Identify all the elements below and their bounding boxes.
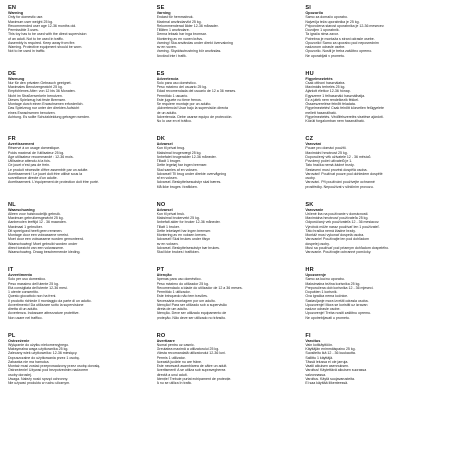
warning-line: Montering av en voksen kreves. <box>156 233 207 238</box>
warning-heading: Atenção <box>156 273 172 277</box>
warning-line: Nur für den privaten Gebrauch geeignet. <box>8 80 72 85</box>
warning-heading: Waarschuwing <box>8 207 35 212</box>
warning-line: Varoitus. Käytä suojavarusteita. <box>305 376 355 381</box>
warning-line: Această jucărie nu are frâne. <box>156 359 203 364</box>
warning-line: Maximaal 1 gebruiker. <box>8 224 43 229</box>
warning-line: Dieses Spielzeug hat feste Bremsen. <box>8 97 67 102</box>
warning-line: Das Spielzeug nur unter der direkten Aufsicht <box>8 106 80 111</box>
warning-line: Anbefalt alder for bruker 12-36 måneder. <box>156 220 221 225</box>
warning-heading: Avvertimento <box>8 273 33 277</box>
warning-line: Dit speelgoed heeft geen remmen. <box>8 228 63 233</box>
warning-line: Samo za domačo uporabo. <box>305 15 348 20</box>
warning-line: Se requiere montaje por un adulto. <box>156 102 212 107</box>
warning-line: Montáž musí vykonať dospelá osoba. <box>305 233 365 238</box>
warning-line: osoby. <box>305 176 316 181</box>
warning-heading: Avertissement <box>8 142 35 146</box>
warning-line: Montage door een volwassene vereist. <box>8 233 69 238</box>
warning-line: Età consigliata dell'utente 12-36 mesi. <box>8 285 68 290</box>
language-code: HU <box>305 70 314 77</box>
warning-line: Figyelmeztetés. Védőfelszerelés viselése ajánlott. <box>305 114 384 119</box>
warning-line: Maximális terhelés 25 kg. <box>305 85 346 90</box>
warning-line: Ajánlott életkor 12-36 hónap. <box>305 89 351 94</box>
warning-line: mellett használható. <box>305 110 337 115</box>
language-code: NO <box>156 201 166 208</box>
warning-line: Varning! Ska användas under direkt övervakning <box>156 40 233 45</box>
warning-line: Waarschuwing! Moet gebruikt worden onder <box>8 241 78 246</box>
warning-line: Sestavení musí provést dospělá osoba. <box>305 167 368 172</box>
warning-line: Varovanie. Používajte ochranné pomôcky. <box>305 250 372 255</box>
warning-line: direct toezicht van een volwassene. <box>8 245 64 250</box>
warning-line: Numai pentru uz casnic. <box>156 342 195 347</box>
warning-block-sk <box>305 201 446 267</box>
warning-line: Varovanie! Používajte len pod dohľadom <box>305 237 370 242</box>
warning-line: Tillatt 1 bruker. <box>156 224 180 229</box>
warning-heading: Warnung <box>8 76 25 81</box>
warning-heading: Varování <box>305 142 322 146</box>
warning-line: Peso máximo do utilizador 25 kg. <box>156 281 209 286</box>
warning-line: Maksimal brukervekt 25 kg. <box>156 216 200 221</box>
warning-line: Maximálna hmotnosť používateľa 25 kg. <box>305 216 369 221</box>
warning-line: Advarsel. Beskyttelsesudstyr skal bæres. <box>156 180 222 185</box>
warning-line: Povolený počet uživatelů je 1. <box>305 159 353 164</box>
warning-line: A nu se utiliza în trafic. <box>156 381 193 386</box>
language-code: RO <box>156 332 166 339</box>
warning-line: Potrebna je montaža s strani odrasle osebe. <box>305 36 375 41</box>
warning-column <box>157 4 298 450</box>
warning-block-en <box>8 4 149 70</box>
warning-block-fr <box>8 135 149 201</box>
warning-block-pt <box>157 266 298 332</box>
warning-block-hu <box>305 70 446 136</box>
warning-line: av en vuxen. <box>156 45 177 50</box>
warning-block-ro <box>157 332 298 398</box>
warning-line: dospelej osoby. <box>305 241 330 246</box>
warning-line: Dette leketøyet har ingen bremser. <box>156 228 212 233</box>
warning-line: Solo para uso doméstico. <box>156 80 197 85</box>
warning-block-no <box>157 201 298 267</box>
warning-line: Avertisment! A se utiliza sub supravegherea <box>156 368 226 373</box>
warning-line: Montering av en vuxen krävs. <box>156 36 203 41</box>
warning-line: Varování. Při používání používejte ochranné <box>305 180 375 185</box>
language-code: CZ <box>305 136 314 142</box>
warning-line: Âge utilisateur recommandé : 12-36 mois. <box>8 154 74 159</box>
language-code: PT <box>156 267 165 273</box>
warning-line: Avertissement. L'équipement de protection doit être porté. <box>8 180 99 185</box>
warning-line: Permis 1 utilizator. <box>156 355 186 360</box>
warning-line: valvonnassa. <box>305 372 327 377</box>
warning-line: Ce jouet n'est pas de frein. <box>8 163 51 168</box>
warning-block-hr <box>305 266 446 332</box>
warning-line: Upozorenje! Mora se koristiti uz izravan <box>305 302 368 307</box>
warning-line: Maksimalna težina korisnika 25 kg. <box>305 281 361 286</box>
warning-line: Montaż musi zostać przeprowadzony przez osobę dorosłą. <box>8 364 101 369</box>
warning-line: Achtung. Es sollte Schutzkleidung getragen werden. <box>8 114 91 119</box>
language-code: ES <box>156 70 165 77</box>
warning-heading: Advarsel <box>156 207 173 212</box>
warning-line: Atenção. Deve ser utilizado equipamento de <box>156 311 227 316</box>
warning-line: Only for domestic use. <box>8 15 44 20</box>
warning-line: Közúti forgalomban nem használható. <box>305 119 365 124</box>
warning-line: Doporučený věk uživatele 12 - 36 měsíců. <box>305 154 372 159</box>
warning-line: Opozorilo. Nositi je treba zaščitno opremo. <box>305 49 373 54</box>
warning-line: prostředky. Nepoužívat v silničním provozu. <box>305 184 374 189</box>
language-code: HR <box>305 267 314 273</box>
warning-block-pl <box>8 332 149 398</box>
warning-line: Peso máximo del usuario 25 kg. <box>156 85 208 90</box>
warning-heading: Varning <box>156 11 171 15</box>
language-code: DK <box>156 136 166 142</box>
warning-line: Tillåten 1 användare. <box>156 28 190 33</box>
language-code: SI <box>305 5 312 11</box>
language-code: NL <box>8 201 16 208</box>
warning-line: Tato hračka nemá žádné brzdy. <box>305 163 355 168</box>
warning-line: Samo za kućnu uporabu. <box>305 277 345 282</box>
warning-line: Figyelmeztetés! Csak felnőtt közvetlen felügyelete <box>305 106 384 111</box>
warning-line: Varning. Skyddsutrustning bör användas. <box>156 49 222 54</box>
language-code: EN <box>8 5 17 11</box>
warning-line: Pouze pro domácí použití. <box>305 146 347 151</box>
warning-line: Recomendado a idade do utilizador de 12 a 36 meses. <box>156 285 243 290</box>
warning-line: Skal samles af en voksen. <box>156 167 198 172</box>
warning-line: de un adulto. <box>156 110 178 115</box>
warning-line: Ta igrača nima zavor. <box>305 32 339 37</box>
warning-line: Kun til privat bruk. <box>156 211 186 216</box>
warning-line: Dopuszczalne do użytkowania przez 1 osobę. <box>8 355 80 360</box>
warning-line: Necessária montagem por um adulto. <box>156 298 216 303</box>
warning-line: Ne upotrebljavati u prometu. <box>305 315 350 320</box>
warning-line: Utilisateur attendu à la fois. <box>8 159 51 164</box>
warning-line: Priporočena starost uporabnika je 12-36 mesecev. <box>305 23 385 28</box>
warning-line: av en voksen. <box>156 241 179 246</box>
warning-line: surveillance directe d'un adulte. <box>8 176 58 181</box>
warning-line: Sastavljanje mora izvršiti odrasla osoba. <box>305 298 369 303</box>
warning-line: Permitido 1 utilizador. <box>156 290 191 295</box>
warning-line: Musí sa používať pod priamym dohľadom dospelého. <box>305 245 390 250</box>
warning-line: Egyszerre 1 felhasználó használhatja. <box>305 93 366 98</box>
warning-line: Este necesară asamblarea de către un adult. <box>156 364 228 369</box>
warning-line: Avvertenza. Indossare attrezzature protettive. <box>8 311 80 316</box>
warning-column <box>8 4 149 450</box>
warning-line: Denna leksak har inga bromsar. <box>156 32 207 37</box>
warning-line: Odporúčaný vek používateľa 12 - 36 mesiacov. <box>305 220 380 225</box>
warning-line: Använd inte i trafik. <box>156 53 187 58</box>
warning-block-es <box>157 70 298 136</box>
warning-line: Kun til privat brug. <box>156 146 186 151</box>
warning-line: Atenção! Para ser utilizado sob a supervisão <box>156 302 227 307</box>
warning-line: nadzorom odrasle osebe. <box>305 45 346 50</box>
warning-column <box>305 4 446 450</box>
warning-line: Vaatii aikuisen asennuksen. <box>305 364 350 369</box>
warning-line: Endast för hemmabruk. <box>156 15 194 20</box>
warning-line: nadzor odrasle osobe. <box>305 307 341 312</box>
warning-line: Moet door een volwassene worden gemonteerd. <box>8 237 84 242</box>
warning-line: Dopušten 1 korisnik. <box>305 290 338 295</box>
warning-heading: Upozorenje <box>305 273 327 277</box>
warning-line: Ova igračka nema kočnice. <box>305 294 349 299</box>
warning-line: Alleen voor huishoudelijk gebruik. <box>8 211 61 216</box>
warning-line: Advarsel! Skal brukes under tilsyn <box>156 237 211 242</box>
warning-line: Avertissement ! Le jouet doit être utilisé sous la <box>8 171 83 176</box>
warning-line: direta de um adulto. <box>156 307 189 312</box>
warning-heading: Varovanie <box>305 207 324 212</box>
warning-line: Maximum user weight 25 kg. <box>8 19 54 24</box>
warning-block-si <box>305 4 446 70</box>
warning-line: Dette legetøj har ingen bremser. <box>156 163 208 168</box>
warning-line: Ei saa käyttää liikenteessä. <box>305 381 349 386</box>
warning-heading: Advarsel <box>156 142 173 146</box>
warning-line: Non usare nel traffico. <box>8 315 43 320</box>
warning-line: Advarsel. Beskyttelsesutstyr bør brukes. <box>156 245 220 250</box>
warning-line: Permitido 1 usuario. <box>156 93 189 98</box>
warning-block-cz <box>305 135 446 201</box>
warning-line: Réservé à un usage domestique. <box>8 146 61 151</box>
warning-line: No lo use en el tráfico. <box>156 119 192 124</box>
warning-line: osoby dorosłej. <box>8 372 32 377</box>
warning-line: Určené iba na používanie v domácnosti. <box>305 211 369 216</box>
warning-heading: Advertencia <box>156 76 179 81</box>
warning-line: Upozorenje! Treba nositi zaštitnu opremu. <box>305 311 371 316</box>
warning-line: af en voksen. <box>156 176 178 181</box>
warning-heading: Warning <box>8 11 24 15</box>
warning-line: Peso massimo dell'utente 25 kg. <box>8 281 59 286</box>
warning-line: Varoitus! Käytettävä aikuisen suorassa <box>305 368 367 373</box>
language-code: DE <box>8 70 17 77</box>
warning-line: 1 utente consentito. <box>8 290 39 295</box>
warning-block-nl <box>8 201 149 267</box>
language-code: PL <box>8 332 16 339</box>
warning-line: Poids maximal de l'utilisateur 25 kg. <box>8 150 65 155</box>
warning-line: Apenas para uso doméstico. <box>156 277 202 282</box>
warning-line: Táto hračka nemá žiadne brzdy. <box>305 228 356 233</box>
warning-block-de <box>8 70 149 136</box>
warning-line: eines Erwachsenen benutzen. <box>8 110 56 115</box>
language-code: FR <box>8 136 16 142</box>
warning-line: Maksymalna waga użytkownika 25 kg. <box>8 347 69 352</box>
warning-line: Vain kotikäyttöön. <box>305 342 334 347</box>
warning-line: Not to be used in traffic. <box>8 49 46 54</box>
warning-line: Greutatea maximă a utilizatorului 25 kg. <box>156 347 220 352</box>
warning-line: Le produit nécessite d'être assemblé par un adulte. <box>8 167 89 172</box>
warning-heading: Opozorilo <box>305 11 324 15</box>
warning-line: Este brinquedo não tem travões. <box>156 294 208 299</box>
warning-line: Rekommenderad ålder 12-36 månader. <box>156 23 219 28</box>
warning-line: Wyłącznie do użytku niekomercyjnego. <box>8 342 70 347</box>
warning-line: directă a unui adult. <box>156 372 188 377</box>
warning-block-se <box>157 4 298 70</box>
warning-line: Il prodotto richiede il montaggio da parte di un adulto. <box>8 298 92 303</box>
warning-line: Varování! Používat pouze pod dohledem dospělé <box>305 171 383 176</box>
warning-line: Výrobok môže naraz používať len 1 používateľ. <box>305 224 380 229</box>
warning-line: Zabawka nie ma hamulca. <box>8 359 50 364</box>
warning-block-fi <box>305 332 446 398</box>
warning-line: Avvertimento! Da utilizzare sotto la supervisione <box>8 302 84 307</box>
warning-line: Advarsel! Til brug under direkte overvågning <box>156 171 227 176</box>
warning-line: Vârsta recomandată utilizatorului 12-36 luni. <box>156 351 226 356</box>
warning-line: Preporučena dob korisnika 12 - 36 mjeseci. <box>305 285 374 290</box>
language-code: IT <box>8 267 14 273</box>
warning-line: Tässä lelussa ei ole jarruja. <box>305 359 349 364</box>
language-code: FI <box>305 332 311 339</box>
warning-line: Warning. Protective equipment should be worn. <box>8 45 83 50</box>
warning-line: Ez a játék nem rendelkezik fékkel. <box>305 97 359 102</box>
warning-block-it <box>8 266 149 332</box>
language-code: SK <box>305 201 314 208</box>
warning-heading: Avertizare <box>156 338 175 343</box>
warning-line: Največja teža uporabnika je 25 kg. <box>305 19 360 24</box>
warning-line: Skal ikke brukes i trafikken. <box>156 250 200 255</box>
warning-line: Sallittu 1 käyttäjä. <box>305 355 334 360</box>
warning-line: Recommended user age 12-36 months old. <box>8 23 77 28</box>
warning-heading: Figyelmeztetés <box>305 76 333 81</box>
warning-line: proteção. Não deve ser utilizado no trânsito. <box>156 315 227 320</box>
warning-line: Maximum gebruikersgewicht 25 kg. <box>8 216 64 221</box>
warning-line: Zalecany wiek użytkownika: 12-36 miesięcy. <box>8 351 78 356</box>
warning-line: Anbefalet brugeralder 12-36 måneder. <box>156 154 217 159</box>
warning-line: Maximální hmotnost 25 kg. <box>305 150 348 155</box>
warning-line: Aanbevolen leeftijd 12 - 36 maanden. <box>8 220 67 225</box>
warning-block-dk <box>157 135 298 201</box>
warning-line: Montage durch einen Erwachsenen erforderlich. <box>8 102 84 107</box>
warning-line: ¡Advertencia! Usar bajo la supervisión directa <box>156 106 229 111</box>
warning-line: Edad recomendada del usuario de 12 a 36 meses. <box>156 89 237 94</box>
warning-line: Opozorilo! Samo za uporabo pod neposrednim <box>305 40 379 45</box>
warning-line: diretta di un adulto. <box>8 307 39 312</box>
warning-line: Csak otthoni használatra. <box>305 80 346 85</box>
warning-line: Uwaga. Należy nosić sprzęt ochronny. <box>8 376 69 381</box>
warning-line: of an adult. Not to be used in traffic. <box>8 36 64 41</box>
warning-line: Maksimal brugervægt 25 kg. <box>156 150 202 155</box>
warning-line: Összeszerelése felnőtt feladata. <box>305 102 356 107</box>
warning-heading: Ostrzeżenie <box>8 338 30 343</box>
warning-line: Maximal användarvikt 25 kg. <box>156 19 202 24</box>
warning-line: Nie używać produktu w ruchu ulicznym. <box>8 381 71 386</box>
warning-line: Solo per uso domestico. <box>8 277 47 282</box>
warning-line: Permissible 3 uses. <box>8 28 39 33</box>
warning-line: Tilladt 1 bruger. <box>156 159 181 164</box>
warning-heading: Varoitus <box>305 338 321 343</box>
language-code: SE <box>156 5 165 11</box>
warning-line: Atenție! Trebuie purtat echipament de protecție. <box>156 376 232 381</box>
warning-line: Maximales Benutzergewicht 25 kg. <box>8 85 63 90</box>
warning-line: Advertencia. Debe usarse equipo de protección. <box>156 114 233 119</box>
warning-line: Dovoljen 1 uporabnik. <box>305 28 340 33</box>
warning-line: Questo giocattolo non ha freni. <box>8 294 57 299</box>
warning-line: Empfohlenes Alter: von 12 bis 36 Monaten. <box>8 89 76 94</box>
warning-line: Este juguete no tiene frenos. <box>156 97 202 102</box>
warning-line: Waarschuwing. Draag beschermende kleding. <box>8 250 81 255</box>
warning-line: This toy has to be used with the direct supervision <box>8 32 87 37</box>
warning-line: Nicht im Straßenverkehr benutzen. <box>8 93 63 98</box>
warning-line: Må ikke bruges i trafikken. <box>156 184 198 189</box>
warning-line: Ostrzeżenie! Używać pod bezpośrednim nadzorem <box>8 368 89 373</box>
warning-line: Käyttäjän enimmäispaino 25 kg. <box>305 347 356 352</box>
warning-line: Ne uporabljati v prometu. <box>305 53 345 58</box>
warning-line: Assembly is required. Keep away from fire. <box>8 40 76 45</box>
warning-line: Suositeltu ikä 12 - 36 kuukautta. <box>305 351 356 356</box>
